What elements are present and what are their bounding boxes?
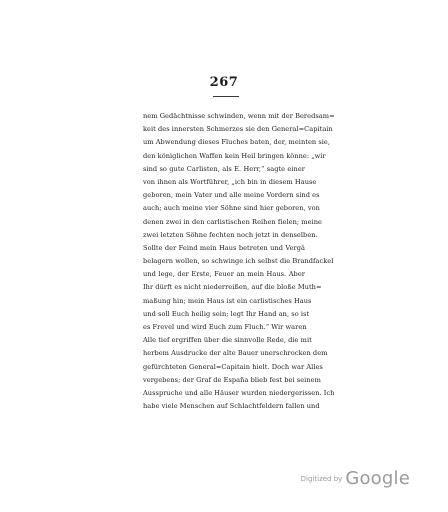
text-line: habe viele Menschen auf Schlachtfeldern fallen und — [143, 402, 320, 411]
text-line: auch; auch meine vier Söhne sind hier geboren, von — [143, 204, 320, 213]
text-line: sind so gute Carlisten, als E. Herr,“ sagte einer — [143, 164, 305, 173]
text-line: zwei letzten Söhne fechten noch jetzt in denselben. — [143, 230, 318, 239]
page-number: 267 — [209, 75, 239, 90]
text-line: von ihnen als Wortführer, „ich bin in diesem Hause — [143, 177, 317, 186]
text-line: Alle tief ergriffen über die sinnvolle Rede, die mit — [143, 336, 312, 345]
text-line: keit des innersten Schmerzes sie den General=Capitain — [143, 125, 333, 134]
text-line: Sollte der Feind mein Haus betreten und Vergâ — [143, 243, 305, 252]
google-logo: Google — [345, 468, 410, 489]
text-line: herbem Ausdrucke der alte Bauer unerschrocken dem — [143, 349, 328, 358]
text-line: vergebens; der Graf de España blieb fest bei seinem — [143, 375, 321, 384]
watermark-prefix: Digitized by — [300, 475, 343, 483]
text-line: geboren, mein Vater und alle meine Vordern sind es — [143, 191, 320, 200]
text-line: Ihr dürft es nicht niederreißen, auf die bloße Muth= — [143, 283, 322, 292]
text-line: maßung hin; mein Haus ist ein carlistisches Haus — [143, 296, 312, 305]
header-rule — [213, 96, 239, 97]
text-line: gefürchteten General=Capitain hielt. Doch war Alles — [143, 362, 323, 371]
text-line: den königlichen Waffen kein Heil bringen könne: „wir — [143, 151, 326, 160]
digitized-watermark — [301, 468, 410, 489]
text-line: Ausspruche und alle Häuser wurden niedergerissen. Ich — [143, 388, 335, 397]
text-line: es Frevel und wird Euch zum Fluch.“ Wir waren — [143, 323, 307, 331]
body-text — [143, 110, 335, 413]
text-line: nem Gedächtnisse schwinden, wenn mit der Beredsam= — [143, 112, 335, 120]
text-line: um Abwendung dieses Fluches baten, der, meinten sie, — [143, 138, 331, 147]
text-line: denen zwei in den carlistischen Reihen fielen; meine — [143, 217, 322, 226]
text-line: belagern wollen, so schwinge ich selbst die Brandfackel — [143, 257, 334, 266]
text-line: und lege, der Erste, Feuer an mein Haus. Aber — [143, 270, 305, 279]
text-line: und soll Euch heilig sein; legt Ihr Hand an, so ist — [143, 309, 310, 318]
